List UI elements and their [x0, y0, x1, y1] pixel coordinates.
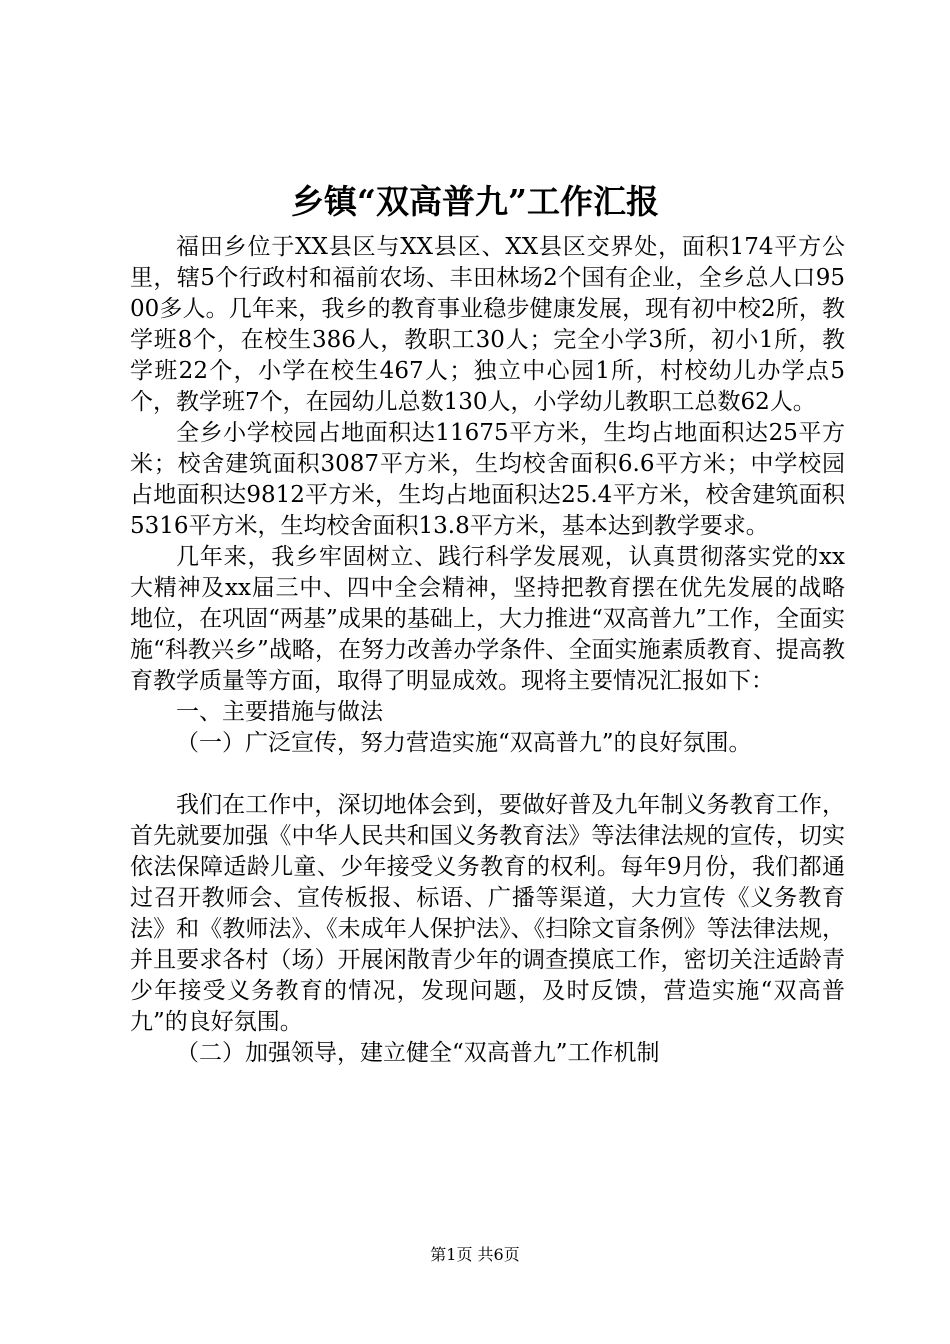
page-footer: 第1页 共6页: [430, 1245, 520, 1264]
document-body: [130, 232, 845, 1069]
paragraph-campus-area: 全乡小学校园占地面积达11675平方米，生均占地面积达25平方米；校舍建筑面积3087平方米，生均校舍面积6.6平方米；中学校园占地面积达9812平方米，生均占地面积达25.4平方米，校舍建筑面积5316平方米，生均校舍面积13.8平方米，基本达到教学要求。: [130, 420, 845, 539]
paragraph-overview: 福田乡位于XX县区与XX县区、XX县区交界处，面积174平方公里，辖5个行政村和福前农场、丰田林场2个国有企业，全乡总人口9500多人。几年来，我乡的教育事业稳步健康发展，现有初中校2所，教学班8个，在校生386人，教职工30人；完全小学3所，初小1所，教学班22个，小学在校生467人；独立中心园1所，村校幼儿办学点5个，教学班7个，在园幼儿总数130人，小学幼儿教职工总数62人。: [130, 234, 845, 415]
document-title: 乡镇“双高普九”工作汇报: [291, 182, 659, 221]
paragraph-achievements: 几年来，我乡牢固树立、践行科学发展观，认真贯彻落实党的xx大精神及xx届三中、四中全会精神，坚持把教育摆在优先发展的战略地位，在巩固“两基”成果的基础上，大力推进“双高普九”工作，全面实施“科教兴乡”战略，在努力改善办学条件、全面实施素质教育、提高教育教学质量等方面，取得了明显成效。现将主要情况汇报如下：: [130, 544, 845, 694]
subsection-heading-leadership: （二）加强领导，建立健全“双高普九”工作机制: [176, 1040, 660, 1066]
subsection-heading-publicity: （一）广泛宣传，努力营造实施“双高普九”的良好氛围。: [176, 730, 752, 756]
paragraph-publicity: 我们在工作中，深切地体会到，要做好普及九年制义务教育工作，首先就要加强《中华人民共和国义务教育法》等法律法规的宣传，切实依法保障适龄儿童、少年接受义务教育的权利。每年9月份，我们都通过召开教师会、宣传板报、标语、广播等渠道，大力宣传《义务教育法》和《教师法》、《未成年人保护法》、《扫除文盲条例》等法律法规，并且要求各村（场）开展闲散青少年的调查摸底工作，密切关注适龄青少年接受义务教育的情况，发现问题，及时反馈，营造实施“双高普九”的良好氛围。: [130, 792, 845, 1035]
section-heading-measures: 一、主要措施与做法: [176, 699, 383, 725]
